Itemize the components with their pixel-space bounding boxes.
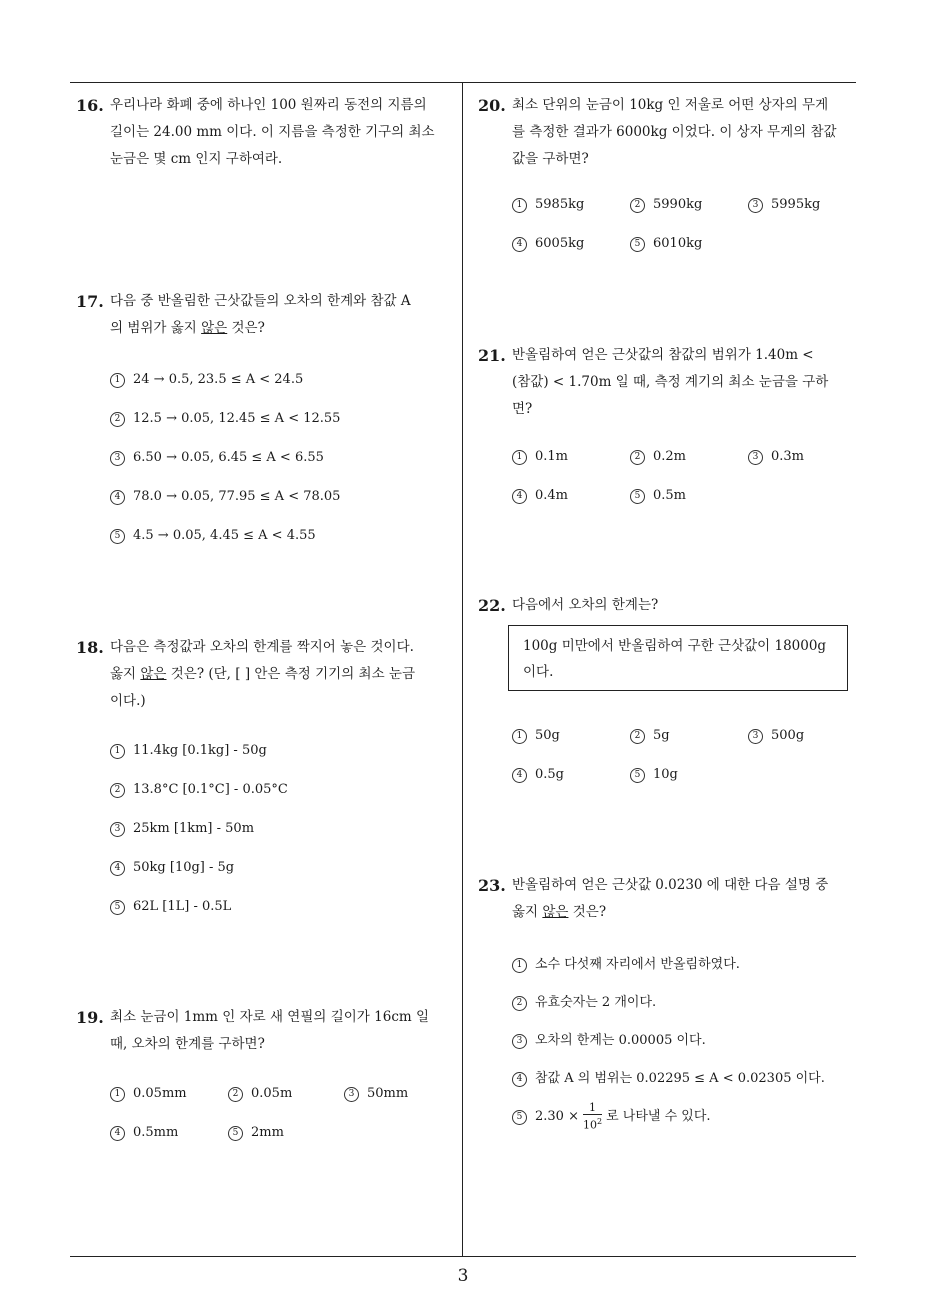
- stem-line: (참값) < 1.70m 일 때, 측정 계기의 최소 눈금을 구하: [512, 374, 829, 390]
- choice-number-circle: 5: [110, 529, 125, 544]
- question-stem: [478, 592, 858, 619]
- stem-line: 반올림하여 얻은 근삿값의 참값의 범위가 1.40m <: [512, 347, 814, 363]
- stem-text: 것은? (단, [ ] 안은 측정 기기의 최소 눈금: [166, 666, 415, 682]
- choice-number-circle: 3: [748, 450, 763, 465]
- choice-2[interactable]: [228, 1084, 292, 1103]
- choice-1[interactable]: [512, 726, 560, 745]
- question-22: [478, 592, 858, 619]
- choice-text: 500g: [771, 728, 805, 743]
- question-number: 20.: [478, 96, 506, 115]
- fraction-numerator: 1: [583, 1101, 602, 1115]
- question-18: [76, 634, 462, 715]
- choice-text: 2mm: [251, 1125, 284, 1140]
- stem-line: 다음 중 반올림한 근삿값들의 오차의 한계와 참값 A: [110, 293, 411, 309]
- stem-text: 옳지: [110, 666, 141, 682]
- fraction-denominator: [583, 1115, 602, 1132]
- choice-text: 5g: [653, 728, 670, 743]
- page-number: 3: [457, 1266, 469, 1286]
- question-16: [76, 92, 462, 173]
- choice-number-circle: 5: [228, 1126, 243, 1141]
- choice-text: 유효숫자는 2 개이다.: [535, 995, 657, 1010]
- choice-number-circle: 3: [748, 198, 763, 213]
- choice-3[interactable]: [748, 726, 804, 745]
- choice-text: 13.8°C [0.1°C] - 0.05°C: [133, 782, 288, 797]
- choice-2[interactable]: [630, 195, 702, 214]
- denominator-base: 10: [582, 1118, 597, 1132]
- choice-text: 0.5m: [653, 488, 687, 503]
- choice-text: 소수 다섯째 자리에서 반올림하였다.: [535, 957, 740, 972]
- stem-text: 옳지: [512, 904, 543, 920]
- choice-text: 로 나타낼 수 있다.: [606, 1108, 711, 1124]
- question-stem: [76, 634, 462, 715]
- stem-line: 를 측정한 결과가 6000kg 이었다. 이 상자 무게의 참값: [512, 124, 837, 140]
- choice-5[interactable]: [110, 526, 316, 545]
- choice-4[interactable]: [512, 1069, 825, 1088]
- choice-number-circle: 1: [512, 450, 527, 465]
- stem-line: 때, 오차의 한계를 구하면?: [110, 1036, 265, 1052]
- choice-3[interactable]: [748, 195, 820, 214]
- bottom-rule: [70, 1256, 856, 1257]
- choice-text: 5995kg: [771, 197, 821, 212]
- choice-text: 4.5 → 0.05, 4.45 ≤ A < 4.55: [133, 528, 316, 543]
- choice-2[interactable]: [110, 409, 340, 428]
- choice-text: 12.5 → 0.05, 12.45 ≤ A < 12.55: [133, 411, 341, 426]
- stem-line: 최소 단위의 눈금이 10kg 인 저울로 어떤 상자의 무게: [512, 97, 829, 113]
- question-stem: [478, 92, 858, 173]
- stem-line: 길이는 24.00 mm 이다. 이 지름을 측정한 기구의 최소: [110, 124, 435, 140]
- stem-line: [110, 315, 462, 342]
- choice-4[interactable]: [110, 1123, 178, 1142]
- choice-2[interactable]: [110, 780, 288, 799]
- choice-number-circle: 3: [748, 729, 763, 744]
- choice-text: 참값 A 의 범위는 0.02295 ≤ A < 0.02305 이다.: [535, 1071, 825, 1086]
- question-stem: [478, 342, 858, 423]
- stem-text: 것은?: [227, 320, 265, 336]
- choice-text: 78.0 → 0.05, 77.95 ≤ A < 78.05: [133, 489, 341, 504]
- stem-line: 다음에서 오차의 한계는?: [512, 597, 659, 613]
- stem-line: 다음은 측정값과 오차의 한계를 짝지어 놓은 것이다.: [110, 639, 414, 655]
- stem-line: 눈금은 몇 cm 인지 구하여라.: [110, 151, 283, 167]
- choice-text: 2.30 ×: [535, 1108, 579, 1124]
- choice-4[interactable]: [512, 486, 568, 505]
- choice-number-circle: 5: [512, 1110, 527, 1125]
- choice-number-circle: 1: [110, 373, 125, 388]
- choice-text: 0.05mm: [133, 1086, 187, 1101]
- choice-4[interactable]: [512, 234, 584, 253]
- choice-number-circle: 4: [110, 1126, 125, 1141]
- choice-5[interactable]: [630, 486, 686, 505]
- box-line: 100g 미만에서 반올림하여 구한 근삿값이 18000g: [523, 638, 827, 654]
- choice-number-circle: 1: [512, 198, 527, 213]
- choice-1[interactable]: [512, 955, 740, 974]
- underlined-word: 않은: [140, 666, 167, 682]
- choice-text: 5990kg: [653, 197, 703, 212]
- question-17: [76, 288, 462, 342]
- choice-number-circle: 5: [630, 768, 645, 783]
- question-number: 21.: [478, 346, 506, 365]
- choice-text: 0.2m: [653, 449, 687, 464]
- stem-line: 값을 구하면?: [512, 151, 589, 167]
- question-stem: [478, 872, 858, 926]
- stem-line: 우리나라 화폐 중에 하나인 100 원짜리 동전의 지름의: [110, 97, 427, 113]
- choice-text: 62L [1L] - 0.5L: [133, 899, 232, 914]
- choice-text: 0.5g: [535, 767, 564, 782]
- choice-number-circle: 3: [512, 1034, 527, 1049]
- question-number: 18.: [76, 638, 104, 657]
- column-divider: [462, 82, 463, 1256]
- choice-text: 50mm: [367, 1086, 409, 1101]
- stem-line: 이다.): [110, 693, 146, 709]
- choice-3[interactable]: [344, 1084, 408, 1103]
- choice-number-circle: 3: [110, 451, 125, 466]
- choice-text: 6005kg: [535, 236, 585, 251]
- box-line: 이다.: [523, 664, 554, 680]
- choice-1[interactable]: [110, 741, 267, 760]
- choice-number-circle: 5: [630, 237, 645, 252]
- question-21: [478, 342, 858, 423]
- stem-line: 반올림하여 얻은 근삿값 0.0230 에 대한 다음 설명 중: [512, 877, 829, 893]
- choice-3[interactable]: [110, 819, 254, 838]
- choice-1[interactable]: [512, 195, 584, 214]
- question-stem: [76, 288, 462, 342]
- question-number: 19.: [76, 1008, 104, 1027]
- question-number: 16.: [76, 96, 104, 115]
- choice-number-circle: 4: [512, 1072, 527, 1087]
- condition-box: [508, 625, 848, 691]
- choice-5[interactable]: [110, 897, 231, 916]
- choice-text: 5985kg: [535, 197, 585, 212]
- choice-number-circle: 5: [630, 489, 645, 504]
- choice-text: 50g: [535, 728, 560, 743]
- choice-text: 오차의 한계는 0.00005 이다.: [535, 1033, 706, 1048]
- choice-4[interactable]: [512, 765, 564, 784]
- choice-2[interactable]: [630, 726, 670, 745]
- stem-line: 최소 눈금이 1mm 인 자로 새 연필의 길이가 16cm 일: [110, 1009, 430, 1025]
- choice-1[interactable]: [110, 1084, 187, 1103]
- choice-1[interactable]: [512, 447, 568, 466]
- choice-text: 6010kg: [653, 236, 703, 251]
- stem-line: [512, 899, 858, 926]
- choice-number-circle: 2: [110, 412, 125, 427]
- choice-number-circle: 4: [110, 861, 125, 876]
- choice-number-circle: 2: [228, 1087, 243, 1102]
- underlined-word: 않은: [201, 320, 228, 336]
- choice-text: 0.3m: [771, 449, 805, 464]
- choice-3[interactable]: [748, 447, 804, 466]
- choice-text: 0.4m: [535, 488, 569, 503]
- denominator-exponent: 2: [596, 1117, 603, 1126]
- choice-5[interactable]: [630, 234, 702, 253]
- choice-text: 11.4kg [0.1kg] - 50g: [133, 743, 267, 758]
- choice-5[interactable]: [228, 1123, 284, 1142]
- choice-number-circle: 2: [110, 783, 125, 798]
- stem-text: 것은?: [568, 904, 607, 920]
- question-number: 23.: [478, 876, 506, 895]
- question-number: 22.: [478, 596, 506, 615]
- question-stem: [76, 1004, 462, 1058]
- choice-text: 25km [1km] - 50m: [133, 821, 255, 836]
- choice-number-circle: 5: [110, 900, 125, 915]
- choice-3[interactable]: [110, 448, 324, 467]
- choice-number-circle: 1: [512, 958, 527, 973]
- choice-1[interactable]: [110, 370, 303, 389]
- choice-2[interactable]: [512, 993, 656, 1012]
- choice-number-circle: 2: [512, 996, 527, 1011]
- choice-text: 50kg [10g] - 5g: [133, 860, 235, 875]
- choice-3[interactable]: [512, 1031, 706, 1050]
- choice-number-circle: 4: [110, 490, 125, 505]
- choice-number-circle: 4: [512, 768, 527, 783]
- stem-line: 면?: [512, 401, 533, 417]
- choice-number-circle: 3: [344, 1087, 359, 1102]
- choice-number-circle: 4: [512, 489, 527, 504]
- choice-4[interactable]: [110, 858, 234, 877]
- choice-text: 24 → 0.5, 23.5 ≤ A < 24.5: [133, 372, 304, 387]
- choice-5[interactable]: [630, 765, 678, 784]
- choice-number-circle: 2: [630, 450, 645, 465]
- choice-text: 6.50 → 0.05, 6.45 ≤ A < 6.55: [133, 450, 324, 465]
- fraction: [583, 1101, 602, 1132]
- question-stem: [76, 92, 462, 173]
- choice-5[interactable]: [512, 1101, 711, 1132]
- choice-text: 0.1m: [535, 449, 569, 464]
- choice-number-circle: 1: [512, 729, 527, 744]
- choice-text: 0.5mm: [133, 1125, 179, 1140]
- choice-number-circle: 2: [630, 729, 645, 744]
- choice-number-circle: 1: [110, 1087, 125, 1102]
- choice-number-circle: 4: [512, 237, 527, 252]
- choice-number-circle: 3: [110, 822, 125, 837]
- choice-2[interactable]: [630, 447, 686, 466]
- top-rule: [70, 82, 856, 83]
- underlined-word: 않은: [542, 904, 569, 920]
- question-20: [478, 92, 858, 173]
- choice-number-circle: 2: [630, 198, 645, 213]
- question-19: [76, 1004, 462, 1058]
- question-number: 17.: [76, 292, 104, 311]
- question-23: [478, 872, 858, 926]
- stem-line: [110, 661, 462, 688]
- choice-text: 0.05m: [251, 1086, 293, 1101]
- choice-number-circle: 1: [110, 744, 125, 759]
- stem-text: 의 범위가 옳지: [110, 320, 202, 336]
- choice-text: 10g: [653, 767, 678, 782]
- choice-4[interactable]: [110, 487, 340, 506]
